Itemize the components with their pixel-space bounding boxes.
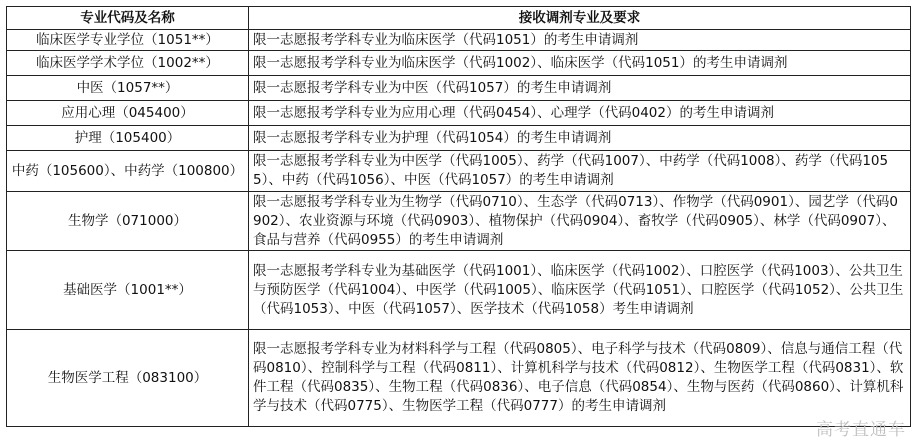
table-row (7, 101, 911, 126)
major-name-cell: 生物学（071000） (7, 192, 249, 251)
table-row (7, 126, 911, 151)
major-name-cell: 护理（105400） (7, 126, 249, 151)
major-name-cell: 应用心理（045400） (7, 101, 249, 126)
requirement-cell: 限一志愿报考学科专业为材料科学与工程（代码0805）、电子科学与技术（代码0809）、信息与通信工程（代码0810）、控制科学与工程（代码0811）、计算机科学与技术（代码0812）、生物医学工程（代码0831）、软件工程（代码0835）、生物工程（代码0836）、电子信息（代码0854）、生物与医药（代码0860）、计算机科学与技术（代码0775）、生物医学工程（代码0777）的考生申请调剂 (249, 330, 911, 427)
table-row (7, 151, 911, 192)
major-name-cell: 临床医学学术学位（1002**） (7, 51, 249, 76)
requirement-cell: 限一志愿报考学科专业为临床医学（代码1051）的考生申请调剂 (249, 30, 911, 51)
table-row (7, 30, 911, 51)
major-name-cell: 中医（1057**） (7, 76, 249, 101)
requirement-cell: 限一志愿报考学科专业为护理（代码1054）的考生申请调剂 (249, 126, 911, 151)
table-row (7, 192, 911, 251)
table-row (7, 251, 911, 330)
requirement-cell: 限一志愿报考学科专业为应用心理（代码0454）、心理学（代码0402）的考生申请调剂 (249, 101, 911, 126)
major-name-cell: 生物医学工程（083100） (7, 330, 249, 427)
major-name-cell: 临床医学专业学位（1051**） (7, 30, 249, 51)
table-row (7, 76, 911, 101)
requirement-cell: 限一志愿报考学科专业为中医学（代码1005）、药学（代码1007）、中药学（代码1008）、药学（代码1055）、中药（代码1056）、中医（代码1057）的考生申请调剂 (249, 151, 911, 192)
watermark: 高考直通车 (816, 420, 906, 440)
table-header-row (7, 7, 911, 30)
major-name-cell: 中药（105600）、中药学（100800） (7, 151, 249, 192)
requirement-cell: 限一志愿报考学科专业为临床医学（代码1002）、临床医学（代码1051）的考生申请调剂 (249, 51, 911, 76)
header-major-code-name: 专业代码及名称 (7, 7, 249, 30)
table-row (7, 330, 911, 427)
header-accepted-majors: 接收调剂专业及要求 (249, 7, 911, 30)
table-row (7, 51, 911, 76)
adjustment-table (6, 6, 911, 427)
requirement-cell: 限一志愿报考学科专业为基础医学（代码1001）、临床医学（代码1002）、口腔医学（代码1003）、公共卫生与预防医学（代码1004）、中医学（代码1005）、临床医学（代码1051）、口腔医学（代码1052）、公共卫生（代码1053）、中医（代码1057）、医学技术（代码1058）考生申请调剂 (249, 251, 911, 330)
requirement-cell: 限一志愿报考学科专业为生物学（代码0710）、生态学（代码0713）、作物学（代码0901）、园艺学（代码0902）、农业资源与环境（代码0903）、植物保护（代码0904）、畜牧学（代码0905）、林学（代码0907）、食品与营养（代码0955）的考生申请调剂 (249, 192, 911, 251)
requirement-cell: 限一志愿报考学科专业为中医（代码1057）的考生申请调剂 (249, 76, 911, 101)
major-name-cell: 基础医学（1001**） (7, 251, 249, 330)
